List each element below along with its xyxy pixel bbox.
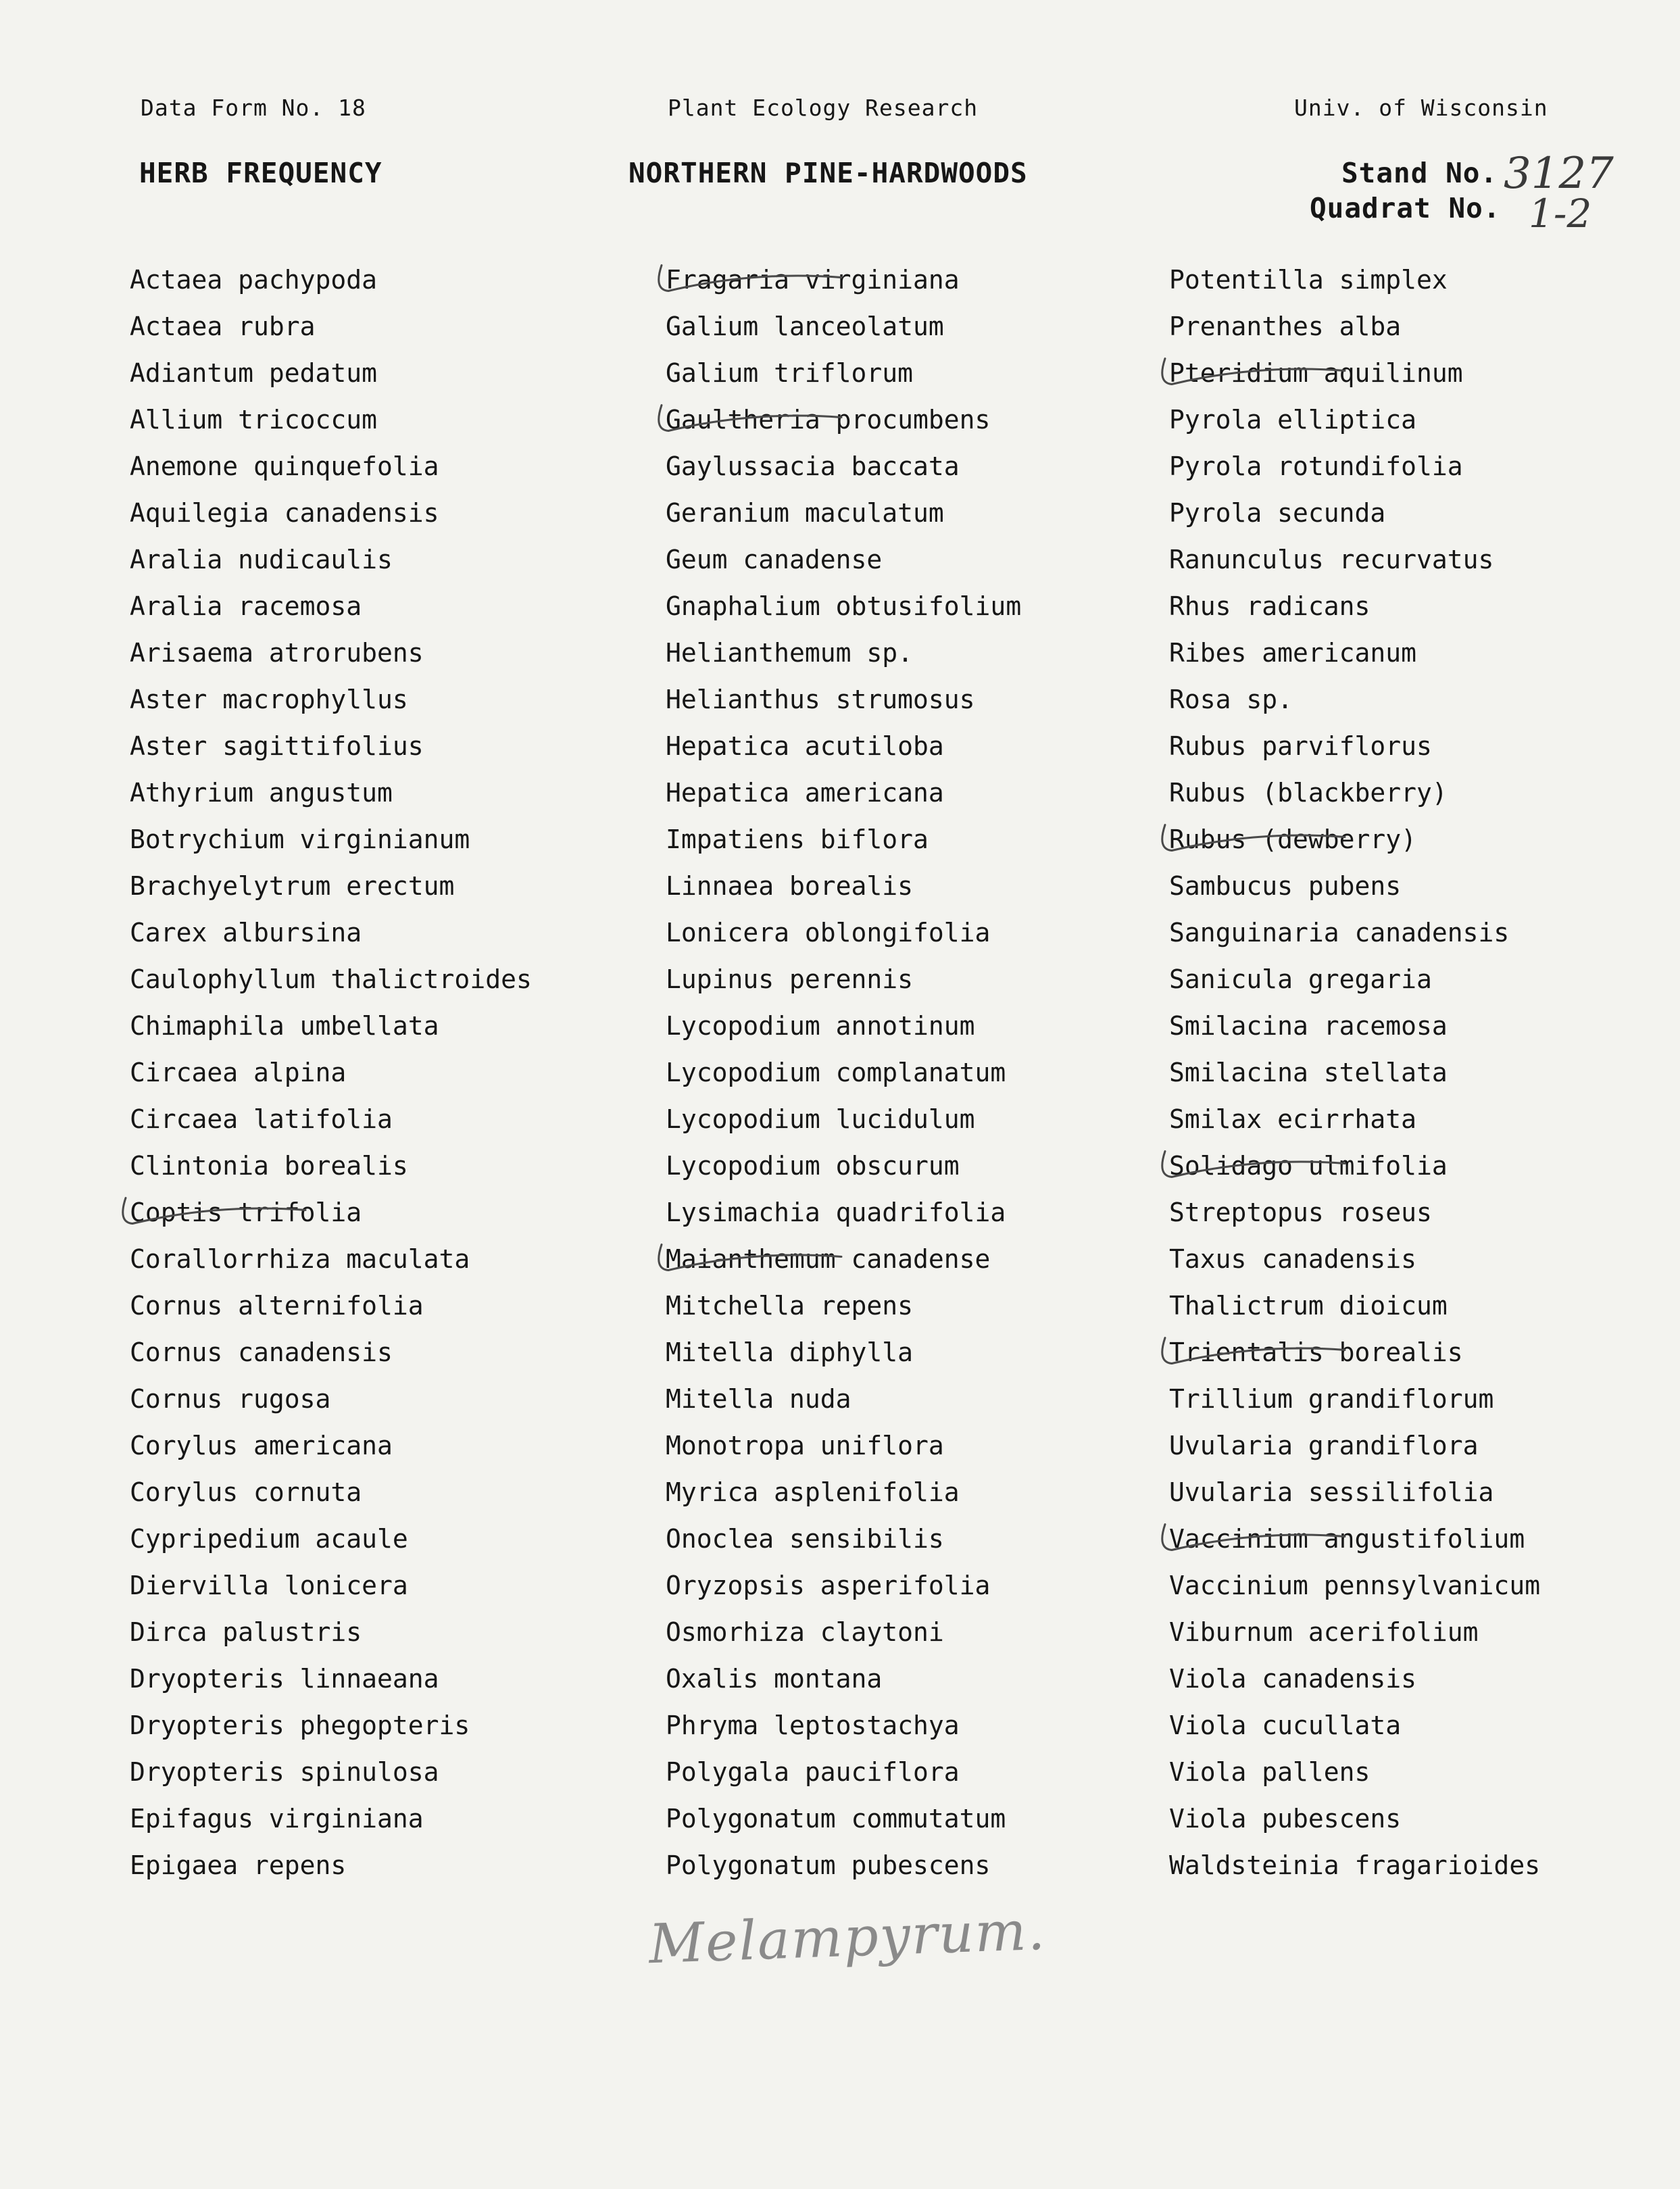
species-item: Lycopodium lucidulum <box>666 1104 975 1134</box>
species-item: Adiantum pedatum <box>130 358 378 388</box>
species-item: Allium tricoccum <box>130 405 378 435</box>
species-item: Smilacina stellata <box>1169 1058 1448 1087</box>
species-item: Lycopodium obscurum <box>666 1151 960 1181</box>
species-item: Sanguinaria canadensis <box>1169 918 1510 948</box>
species-item: Athyrium angustum <box>130 778 393 808</box>
species-item: Linnaea borealis <box>666 871 914 901</box>
species-item: Taxus canadensis <box>1169 1244 1417 1274</box>
stand-number-value: 3127 <box>1504 149 1614 199</box>
species-item: Mitella nuda <box>666 1384 851 1414</box>
species-item: Smilax ecirrhata <box>1169 1104 1417 1134</box>
species-item: Pyrola rotundifolia <box>1169 451 1463 481</box>
check-mark <box>1162 825 1345 851</box>
form-title: HERB FREQUENCY <box>139 157 382 189</box>
species-item: Polygonatum commutatum <box>666 1804 1006 1834</box>
species-item: Galium triflorum <box>666 358 914 388</box>
species-item: Oryzopsis asperifolia <box>666 1571 991 1600</box>
species-item: Geranium maculatum <box>666 498 944 528</box>
species-item: Aquilegia canadensis <box>130 498 439 528</box>
species-item: Rubus (dewberry) <box>1169 825 1417 854</box>
species-item: Polygala pauciflora <box>666 1757 960 1787</box>
species-item: Onoclea sensibilis <box>666 1524 944 1554</box>
species-item: Potentilla simplex <box>1169 265 1448 295</box>
species-item: Cornus rugosa <box>130 1384 331 1414</box>
species-item: Viburnum acerifolium <box>1169 1617 1479 1647</box>
species-item: Aster macrophyllus <box>130 685 408 714</box>
species-item: Cypripedium acaule <box>130 1524 408 1554</box>
community-title: NORTHERN PINE-HARDWOODS <box>628 157 1028 189</box>
species-item: Ranunculus recurvatus <box>1169 545 1494 574</box>
species-item: Dryopteris phegopteris <box>130 1711 470 1740</box>
species-item: Polygonatum pubescens <box>666 1850 991 1880</box>
species-item: Lycopodium annotinum <box>666 1011 975 1041</box>
species-item: Corylus cornuta <box>130 1477 362 1507</box>
species-item: Arisaema atrorubens <box>130 638 424 668</box>
species-item: Oxalis montana <box>666 1664 883 1694</box>
species-item: Thalictrum dioicum <box>1169 1291 1448 1321</box>
species-item: Uvularia sessilifolia <box>1169 1477 1494 1507</box>
species-item: Helianthus strumosus <box>666 685 975 714</box>
species-item: Rhus radicans <box>1169 591 1370 621</box>
species-item: Fragaria virginiana <box>666 265 960 295</box>
organization: Plant Ecology Research <box>668 95 979 121</box>
species-item: Pyrola elliptica <box>1169 405 1417 435</box>
quadrat-number-label: Quadrat No. <box>1310 192 1501 224</box>
species-item: Lonicera oblongifolia <box>666 918 991 948</box>
species-item: Corallorrhiza maculata <box>130 1244 470 1274</box>
species-item: Pyrola secunda <box>1169 498 1386 528</box>
species-item: Actaea pachypoda <box>130 265 378 295</box>
species-item: Monotropa uniflora <box>666 1431 944 1460</box>
species-item: Maianthemum canadense <box>666 1244 991 1274</box>
species-item: Hepatica acutiloba <box>666 731 944 761</box>
species-item: Circaea alpina <box>130 1058 347 1087</box>
species-item: Smilacina racemosa <box>1169 1011 1448 1041</box>
species-item: Aster sagittifolius <box>130 731 424 761</box>
species-item: Epifagus virginiana <box>130 1804 424 1834</box>
species-item: Helianthemum sp. <box>666 638 914 668</box>
species-item: Rosa sp. <box>1169 685 1293 714</box>
species-item: Geum canadense <box>666 545 883 574</box>
species-item: Botrychium virginianum <box>130 825 470 854</box>
species-item: Gnaphalium obtusifolium <box>666 591 1022 621</box>
species-item: Sanicula gregaria <box>1169 964 1432 994</box>
species-item: Ribes americanum <box>1169 638 1417 668</box>
species-item: Rubus parviflorus <box>1169 731 1432 761</box>
species-item: Aralia racemosa <box>130 591 362 621</box>
species-item: Sambucus pubens <box>1169 871 1402 901</box>
stand-number-label: Stand No. <box>1341 157 1498 189</box>
species-item: Mitella diphylla <box>666 1337 914 1367</box>
species-item: Vaccinium angustifolium <box>1169 1524 1525 1554</box>
species-item: Chimaphila umbellata <box>130 1011 439 1041</box>
species-item: Coptis trifolia <box>130 1198 362 1227</box>
species-item: Carex albursina <box>130 918 362 948</box>
species-item: Gaylussacia baccata <box>666 451 960 481</box>
species-item: Waldsteinia fragarioides <box>1169 1850 1541 1880</box>
handwritten-note: Melampyrum. <box>647 1898 1047 1976</box>
check-mark <box>1162 1525 1345 1550</box>
check-mark <box>659 1245 841 1271</box>
check-mark <box>123 1198 305 1224</box>
species-item: Epigaea repens <box>130 1850 347 1880</box>
species-item: Lysimachia quadrifolia <box>666 1198 1006 1227</box>
check-mark <box>659 405 841 431</box>
species-item: Myrica asplenifolia <box>666 1477 960 1507</box>
species-item: Aralia nudicaulis <box>130 545 393 574</box>
species-item: Anemone quinquefolia <box>130 451 439 481</box>
species-item: Mitchella repens <box>666 1291 914 1321</box>
species-item: Circaea latifolia <box>130 1104 393 1134</box>
species-item: Viola cucullata <box>1169 1711 1402 1740</box>
species-item: Osmorhiza claytoni <box>666 1617 944 1647</box>
species-item: Corylus americana <box>130 1431 393 1460</box>
species-item: Pteridium aquilinum <box>1169 358 1463 388</box>
species-item: Rubus (blackberry) <box>1169 778 1448 808</box>
species-item: Viola canadensis <box>1169 1664 1417 1694</box>
check-mark <box>1162 359 1345 385</box>
check-mark <box>659 266 841 291</box>
form-number: Data Form No. 18 <box>141 95 366 121</box>
species-item: Cornus alternifolia <box>130 1291 424 1321</box>
species-item: Vaccinium pennsylvanicum <box>1169 1571 1541 1600</box>
species-item: Clintonia borealis <box>130 1151 408 1181</box>
species-item: Uvularia grandiflora <box>1169 1431 1479 1460</box>
species-item: Lycopodium complanatum <box>666 1058 1006 1087</box>
species-item: Caulophyllum thalictroides <box>130 964 532 994</box>
species-item: Phryma leptostachya <box>666 1711 960 1740</box>
species-item: Cornus canadensis <box>130 1337 393 1367</box>
species-item: Galium lanceolatum <box>666 312 944 341</box>
species-item: Trientalis borealis <box>1169 1337 1463 1367</box>
species-item: Diervilla lonicera <box>130 1571 408 1600</box>
check-mark <box>1162 1152 1345 1177</box>
university: Univ. of Wisconsin <box>1294 95 1548 121</box>
species-item: Viola pallens <box>1169 1757 1370 1787</box>
species-item: Streptopus roseus <box>1169 1198 1432 1227</box>
species-item: Hepatica americana <box>666 778 944 808</box>
species-item: Viola pubescens <box>1169 1804 1402 1834</box>
species-item: Solidago ulmifolia <box>1169 1151 1448 1181</box>
check-mark <box>1162 1338 1345 1364</box>
species-item: Dirca palustris <box>130 1617 362 1647</box>
quadrat-number-value: 1-2 <box>1529 191 1592 237</box>
species-item: Dryopteris linnaeana <box>130 1664 439 1694</box>
species-item: Lupinus perennis <box>666 964 914 994</box>
species-item: Prenanthes alba <box>1169 312 1402 341</box>
species-item: Dryopteris spinulosa <box>130 1757 439 1787</box>
species-item: Gaultheria procumbens <box>666 405 991 435</box>
species-item: Brachyelytrum erectum <box>130 871 455 901</box>
species-item: Trillium grandiflorum <box>1169 1384 1494 1414</box>
species-item: Actaea rubra <box>130 312 316 341</box>
species-item: Impatiens biflora <box>666 825 929 854</box>
